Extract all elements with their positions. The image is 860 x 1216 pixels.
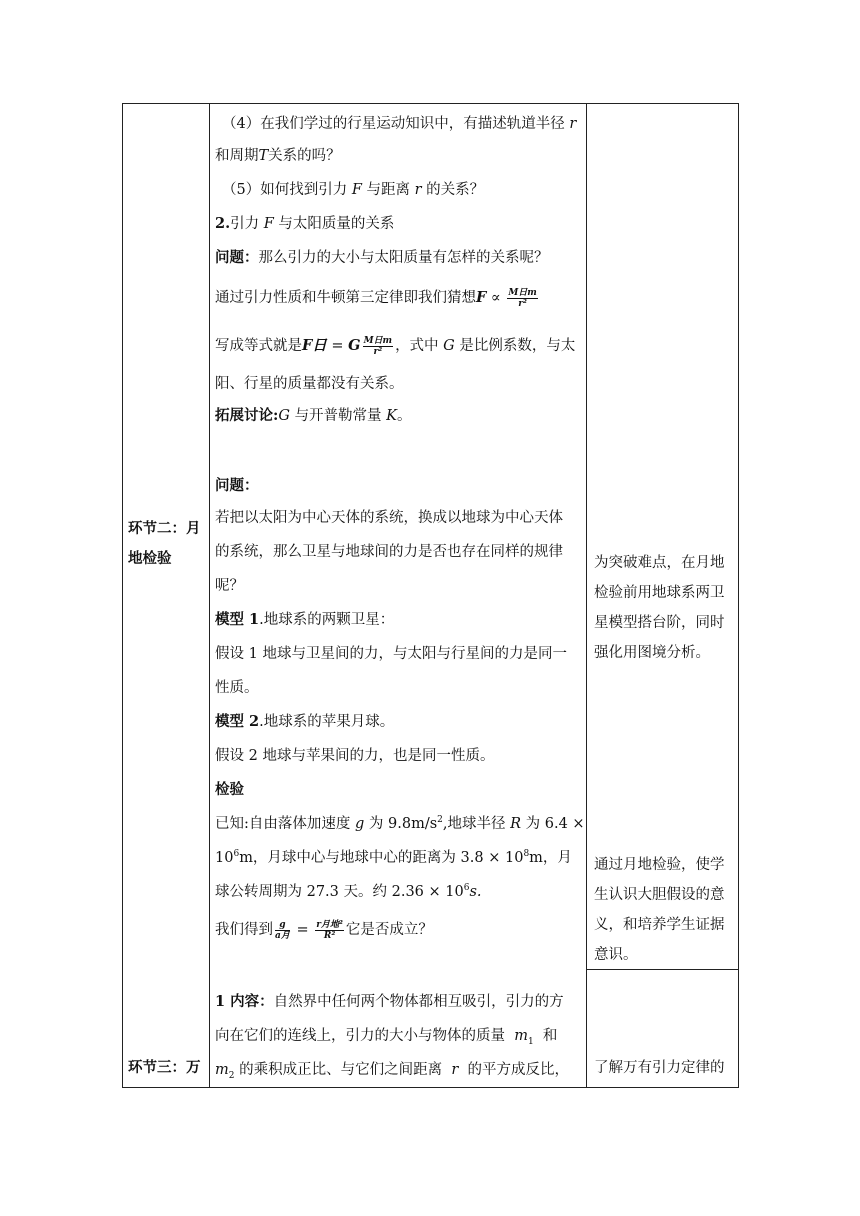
teaching-note-2: 通过月地检验，使学生认识大胆假设的意义，和培养学生证据意识。 [594,857,725,963]
known-line2: $10^6m$，月球中心与地球中心的距离为 $3.8 \times 10^8m$，月 [215,849,572,866]
question-mass: 问题：那么引力的大小与太阳质量有怎样的关系呢？ [215,249,549,266]
result-fraction-left: $\frac{g}{\text{a月}}$ [275,919,290,941]
guess-formula-line: 通过引力性质和牛顿第三定律即我们猜想F ∝ $\frac{\text{M日m}}{\text{r²}}$ [215,287,537,309]
content-line3: $m_2$ 的乘积成正比、与它们之间距离 r 的平方成反比， [215,1062,569,1081]
section-2-label: 环节二：月地检验 [128,520,201,567]
question-2-line2: 的系统，那么卫星与地球间的力是否也存在同样的规律 [215,544,563,560]
known-line3: 球公转周期为 27.3 天。约 $2.36 \times 10^6s$. [215,883,482,900]
result-formula-line: 我们得到 $\frac{g}{\text{a月}}$ = $\frac{\text{r月地²}}{\text{R²}}$ 它是否成立？ [215,919,433,941]
question-2-line1: 若把以太阳为中心天体的系统，换成以地球为中心天体 [215,510,563,526]
column-divider [209,104,210,1087]
teaching-note-3: 了解万有引力定律的 [594,1060,725,1076]
model-1: 模型 1.地球系的两颗卫星： [215,611,395,628]
question-2-label: 问题： [215,477,259,494]
result-fraction-right: $\frac{\text{r月地²}}{\text{R²}}$ [316,919,343,941]
equation-line2: 阳、行星的质量都没有关系。 [215,376,404,392]
hypothesis-1-line1: 假设 1 地球与卫星间的力，与太阳与行星间的力是同一 [215,646,567,662]
teaching-note-1: 为突破难点，在月地检验前用地球系两卫星模型搭台阶，同时强化用图境分析。 [594,555,725,661]
question-2-line3: 呢？ [215,578,244,594]
hypothesis-1-line2: 性质。 [215,680,259,696]
guess-fraction: $\frac{\text{M日m}}{\text{r²}}$ [508,287,537,309]
section-3-label: 环节三：万 [128,1059,201,1076]
content-line2: 向在它们的连线上，引力的大小与物体的质量 $m_1$ 和 [215,1028,558,1047]
content-line1: 1 内容：自然界中任何两个物体都相互吸引，引力的方 [215,993,564,1010]
equation-line: 写成等式就是F日 = G $\frac{\text{M日m}}{\text{r²}}$ ，式中 G 是比例系数，与太 [215,335,576,357]
column-divider [586,104,587,1087]
question-5: （5）如何找到引力 F 与距离 r 的关系？ [222,182,485,198]
question-4-line1: （4）在我们学过的行星运动知识中，有描述轨道半径 r [222,116,577,132]
known-line1: 已知:自由落体加速度 g 为 $9.8m/s^2$,地球半径 R 为 6.4 × [215,815,585,832]
hypothesis-2: 假设 2 地球与苹果间的力，也是同一性质。 [215,748,495,764]
heading-2: 2.引力 F 与太阳质量的关系 [215,215,395,232]
extension-discussion: 拓展讨论:G 与开普勒常量 K。 [215,407,412,424]
check-label: 检验 [215,781,244,798]
question-4-line2: 和周期T关系的吗？ [215,148,341,164]
model-2: 模型 2.地球系的苹果月球。 [215,713,395,730]
equation-fraction: $\frac{\text{M日m}}{\text{r²}}$ [363,335,393,357]
